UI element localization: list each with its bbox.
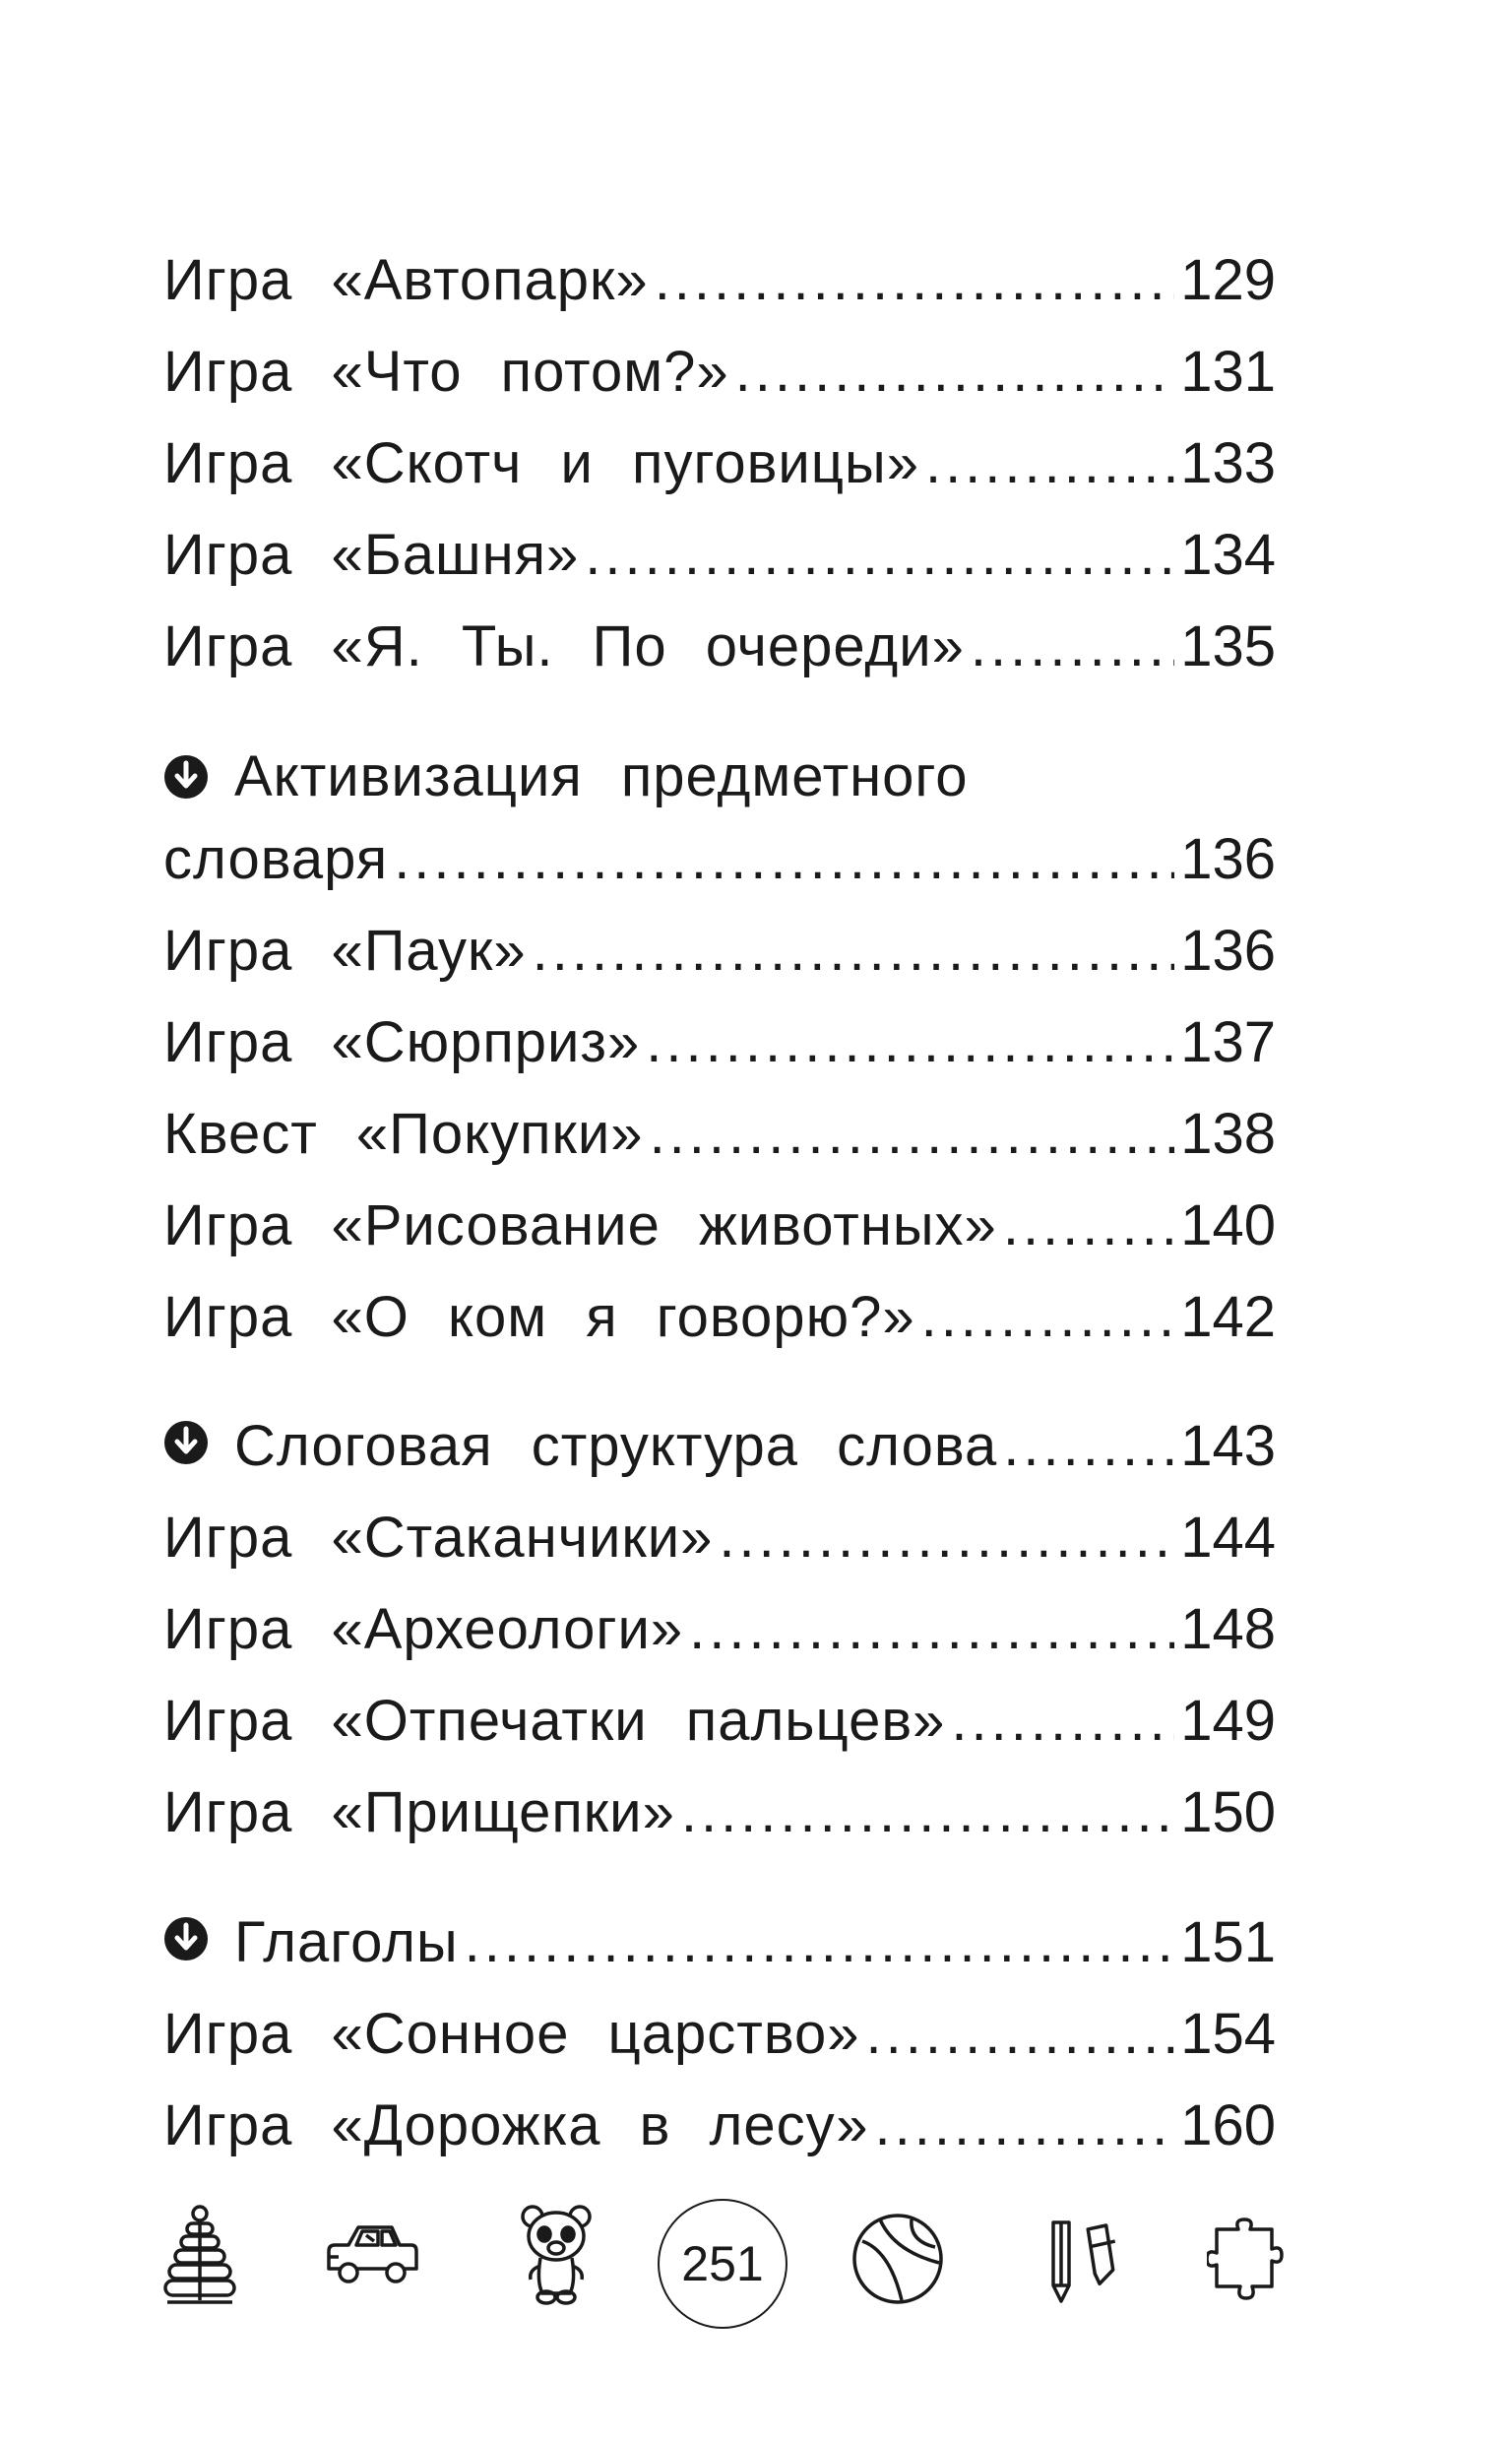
section-heading-text: Слоговая структура слова (234, 1414, 998, 1478)
toc-entry[interactable] (163, 1003, 1276, 1082)
toc-entry-title: Игра «Сюрприз» (163, 1010, 641, 1074)
toc-entry-title: Игра «Археологи» (163, 1597, 684, 1661)
dot-leader (1003, 1407, 1174, 1486)
section-heading-text: Активизация предметного (234, 744, 969, 808)
arrow-down-circle-icon (163, 1420, 209, 1465)
dot-leader (465, 1903, 1175, 1982)
toc-entry-title: Игра «Сонное царство» (163, 2002, 860, 2066)
toc-entry-page: 137 (1180, 1010, 1276, 1074)
toc-entry-page: 150 (1180, 1780, 1276, 1844)
toc-entry-title: Квест «Покупки» (163, 1102, 644, 1166)
section-heading[interactable] (163, 1407, 1276, 1486)
toc-entry-page: 135 (1180, 614, 1276, 678)
page-number: 251 (658, 2199, 788, 2329)
toc-entry-page: 142 (1180, 1285, 1276, 1349)
dot-leader (646, 1003, 1174, 1082)
dot-leader (971, 608, 1174, 686)
toc-entry-page: 131 (1180, 340, 1276, 404)
toc-entry-page: 134 (1180, 523, 1276, 587)
toc-entry-title: Игра «Прищепки» (163, 1780, 675, 1844)
toc-entry-title: Игра «Что потом?» (163, 340, 729, 404)
toc-entry[interactable] (163, 912, 1276, 991)
section-page: 143 (1180, 1414, 1276, 1478)
toc-entry-page: 138 (1180, 1102, 1276, 1166)
dot-leader (719, 1499, 1174, 1577)
toc-entry-page: 148 (1180, 1597, 1276, 1661)
toc-entry-title: Игра «Стаканчики» (163, 1506, 714, 1570)
toc-entry[interactable] (163, 1499, 1276, 1577)
dot-leader (735, 333, 1175, 412)
toc-entry-title: Игра «Башня» (163, 523, 580, 587)
section-page: 136 (1180, 827, 1276, 891)
toc-entry[interactable] (163, 1590, 1276, 1669)
pencils-icon (1040, 2213, 1124, 2307)
toc-entry-title: Игра «Паук» (163, 919, 527, 983)
toc-entry-title: Игра «Я. Ты. По очереди» (163, 614, 965, 678)
section-heading-continuation[interactable] (163, 820, 1276, 899)
dot-leader (921, 1278, 1175, 1357)
arrow-down-circle-icon (163, 1916, 209, 1961)
dot-leader (681, 1773, 1174, 1852)
toc-entry[interactable] (163, 1187, 1276, 1265)
toc-entry[interactable] (163, 1995, 1276, 2074)
dot-leader (533, 912, 1175, 991)
dot-leader (925, 424, 1174, 503)
dot-leader (689, 1590, 1174, 1669)
toc-entry[interactable] (163, 1278, 1276, 1357)
section-page: 151 (1180, 1910, 1276, 1974)
toc-entry-page: 144 (1180, 1506, 1276, 1570)
toc-entry[interactable] (163, 241, 1276, 320)
toc-entry[interactable] (163, 608, 1276, 686)
toc-entry-page: 140 (1180, 1193, 1276, 1257)
dot-leader (866, 1995, 1175, 2074)
ball-icon (850, 2212, 945, 2306)
toc-entry[interactable] (163, 424, 1276, 503)
toc-entry-title: Игра «Автопарк» (163, 248, 649, 312)
dot-leader (1003, 1187, 1174, 1265)
section-heading[interactable] (163, 738, 1276, 816)
toc-entry[interactable] (163, 1682, 1276, 1761)
toc-entry[interactable] (163, 516, 1276, 595)
toc-entry[interactable] (163, 1095, 1276, 1174)
toc-entry-title: Игра «Скотч и пуговицы» (163, 431, 919, 495)
toc-entry-page: 136 (1180, 919, 1276, 983)
toc-entry-page: 129 (1180, 248, 1276, 312)
pyramid-toy-icon (163, 2204, 236, 2308)
dot-leader (655, 241, 1175, 320)
toc-entry[interactable] (163, 333, 1276, 412)
toc-entry-title: Игра «Рисование животных» (163, 1193, 997, 1257)
toy-car-icon (323, 2218, 421, 2292)
toc-entry-page: 160 (1180, 2093, 1276, 2157)
teddy-bear-icon (517, 2203, 596, 2305)
toc-entry-title: Игра «Дорожка в лесу» (163, 2093, 869, 2157)
section-heading[interactable] (163, 1903, 1276, 1982)
arrow-down-circle-icon (163, 754, 209, 800)
toc-entry-page: 149 (1180, 1689, 1276, 1753)
section-heading-text: Глаголы (234, 1910, 459, 1974)
toc-entry-page: 154 (1180, 2002, 1276, 2066)
dot-leader (650, 1095, 1175, 1174)
toc-entry-title: Игра «О ком я говорю?» (163, 1285, 915, 1349)
toc-entry[interactable] (163, 2087, 1276, 2165)
toc-entry[interactable] (163, 1773, 1276, 1852)
puzzle-piece-icon (1207, 2216, 1293, 2302)
dot-leader (951, 1682, 1174, 1761)
dot-leader (875, 2087, 1175, 2165)
dot-leader (394, 820, 1174, 899)
toc-entry-title: Игра «Отпечатки пальцев» (163, 1689, 946, 1753)
section-heading-text: словаря (163, 827, 389, 891)
dot-leader (585, 516, 1174, 595)
toc-entry-page: 133 (1180, 431, 1276, 495)
